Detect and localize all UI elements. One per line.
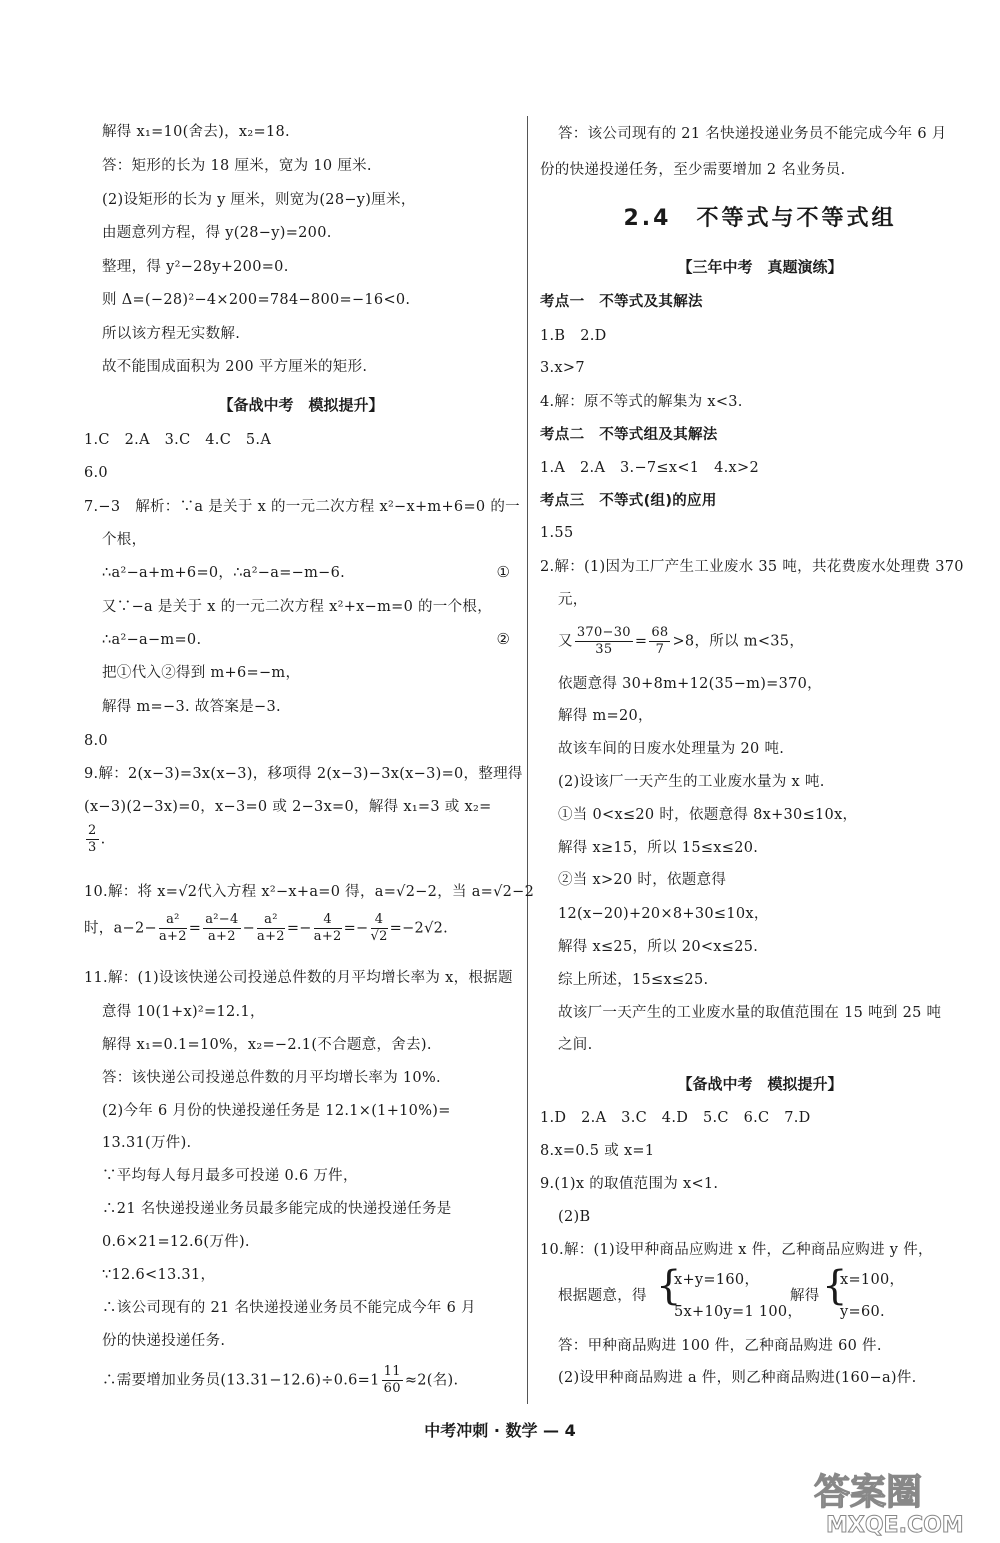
text-line: 答：该公司现有的 21 名快递投递业务员不能完成今年 6 月 (558, 126, 947, 142)
section-title: 2.4 不等式与不等式组 (623, 206, 897, 231)
answer-line: (2)设该厂一天产生的工业废水量为 x 吨. (558, 774, 825, 790)
answer-line: 1.B 2.D (540, 328, 607, 344)
system-brace: { (656, 1263, 682, 1309)
section-heading: 【备战中考 模拟提升】 (218, 396, 384, 414)
equation: x+y=160， (674, 1272, 760, 1288)
answer-line: 综上所述，15≤x≤25. (558, 972, 709, 988)
answer-line: 8.x=0.5 或 x=1 (540, 1143, 655, 1159)
svg-text:答案圈: 答案圈 (814, 1472, 923, 1513)
answer-line: (x−3)(2−3x)=0，x−3=0 或 2−3x=0，解得 x₁=3 或 x₂= (84, 799, 492, 815)
answer-line: 答：甲种商品购进 100 件，乙种商品购进 60 件. (558, 1338, 882, 1354)
answer-line: 又∵−a 是关于 x 的一元二次方程 x²+x−m=0 的一个根， (102, 599, 493, 615)
answer-line: ①当 0<x≤20 时，依题意得 8x+30≤10x， (558, 807, 858, 823)
answer-line: 13.31(万件). (102, 1135, 192, 1151)
answer-line: 3.x>7 (540, 360, 585, 376)
answer-line: ∵12.6<13.31， (102, 1267, 216, 1283)
answer-line: 依题意得 30+8m+12(35−m)=370， (558, 676, 822, 692)
answer-line: 解得 m=−3. 故答案是−3. (102, 699, 281, 715)
fraction: $\frac{2}{3}$ (88, 823, 97, 855)
text-line: 故不能围成面积为 200 平方厘米的矩形. (102, 359, 368, 375)
text-line: 份的快递投递任务，至少需要增加 2 名业务员. (540, 162, 846, 178)
text-line: 解得 x₁=10(舍去)，x₂=18. (102, 124, 290, 140)
section-heading: 【备战中考 模拟提升】 (677, 1075, 843, 1093)
answer-line: 11.解：(1)设该快递公司投递总件数的月平均增长率为 x，根据题 (84, 970, 513, 986)
svg-text:MXQE.COM: MXQE.COM (826, 1513, 964, 1538)
topic-heading: 考点一 不等式及其解法 (540, 294, 703, 310)
answer-line: 故该厂一天产生的工业废水量的取值范围在 15 吨到 25 吨 (558, 1005, 942, 1021)
answer-line: (2)今年 6 月份的快递投递任务是 12.1×(1+10%)= (102, 1103, 451, 1119)
answer-line: 解得 x≥15，所以 15≤x≤20. (558, 840, 759, 856)
text-line: 由题意列方程，得 y(28−y)=200. (102, 225, 332, 241)
text-line: 答：矩形的长为 18 厘米，宽为 10 厘米. (102, 158, 372, 174)
answer-line: 元， (558, 592, 588, 608)
equation-marker-1: ① (496, 563, 510, 581)
answer-line: 故该车间的日废水处理量为 20 吨. (558, 741, 785, 757)
text-line: 整理，得 y²−28y+200=0. (102, 259, 289, 275)
answer-line: 解得 x₁=0.1=10%，x₂=−2.1(不合题意，舍去). (102, 1037, 432, 1053)
answer-line: 解得 x≤25，所以 20<x≤25. (558, 939, 759, 955)
equation: 5x+10y=1 100， (674, 1304, 803, 1320)
column-divider (527, 116, 528, 1404)
page-footer: 中考冲刺 · 数学 — 4 (424, 1421, 576, 1440)
answer-line: ∴需要增加业务员(13.31−12.6)÷0.6=1 $\frac{11}{60}$ ≈2(名). (102, 1364, 459, 1396)
section-heading: 【三年中考 真题演练】 (677, 258, 843, 276)
system-brace: { (822, 1263, 848, 1309)
answer-line: 2.解：(1)因为工厂产生工业废水 35 吨，共花费废水处理费 370 (540, 559, 964, 575)
answer-line: 解得 m=20， (558, 708, 653, 724)
text-line: 所以该方程无实数解. (102, 326, 241, 342)
answer-line: 份的快递投递任务. (102, 1333, 226, 1349)
equation: x=100， (840, 1272, 905, 1288)
answer-line: 1.D 2.A 3.C 4.D 5.C 6.C 7.D (540, 1110, 811, 1126)
answer-line: 9.解：2(x−3)=3x(x−3)，移项得 2(x−3)−3x(x−3)=0，整理得 (84, 766, 523, 782)
answer-line: 1.55 (540, 525, 574, 541)
answer-line: ∴a²−a+m+6=0，∴a²−a=−m−6. (102, 565, 346, 581)
answer-line: 9.(1)x 的取值范围为 x<1. (540, 1176, 719, 1192)
answer-line: 时，a−2− $\frac{\text{a²}}{a+2}$ = $\frac{\text{a²−4}}{a+2}$ − $\frac{\text{a²}}{a+2}$ =− $\frac{4}{a+2}$ =− $\frac{4}{√2}$ =−2√2. (84, 912, 449, 944)
equation-marker-2: ② (496, 630, 510, 648)
answer-line: (2)B (558, 1209, 591, 1225)
answer-line: ②当 x>20 时，依题意得 (558, 872, 727, 888)
answer-line: 把①代入②得到 m+6=−m， (102, 665, 301, 681)
text-line: (2)设矩形的长为 y 厘米，则宽为(28−y)厘米， (102, 192, 416, 208)
answer-line: 解得 (790, 1288, 820, 1304)
answer-line: ∵平均每人每月最多可投递 0.6 万件， (102, 1168, 358, 1184)
watermark-logo (808, 1468, 988, 1538)
answer-line: 答：该快递公司投递总件数的月平均增长率为 10%. (102, 1070, 441, 1086)
answer-line: ∴a²−a−m=0. (102, 632, 202, 648)
answer-line: 意得 10(1+x)²=12.1， (102, 1004, 265, 1020)
topic-heading: 考点三 不等式(组)的应用 (540, 493, 717, 509)
answer-line: 根据题意，得 (558, 1288, 647, 1304)
answer-line: 8.0 (84, 733, 108, 749)
answer-line: 个根， (102, 532, 147, 548)
answer-line: 10.解：将 x=√2代入方程 x²−x+a=0 得，a=√2−2，当 a=√2−2 (84, 884, 535, 900)
answer-line: 之间. (558, 1037, 593, 1053)
answer-line: 4.解：原不等式的解集为 x<3. (540, 394, 743, 410)
answer-line: 6.0 (84, 465, 108, 481)
answer-line: 7.−3 解析：∵a 是关于 x 的一元二次方程 x²−x+m+6=0 的一 (84, 499, 520, 515)
answer-line: $\frac{2}{3}$ . (88, 823, 106, 855)
answer-line: ∴21 名快递投递业务员最多能完成的快递投递任务是 (102, 1201, 452, 1217)
answer-line: 0.6×21=12.6(万件). (102, 1234, 250, 1250)
answer-line: 10.解：(1)设甲种商品应购进 x 件，乙种商品应购进 y 件， (540, 1242, 933, 1258)
topic-heading: 考点二 不等式组及其解法 (540, 427, 718, 443)
answer-line: 12(x−20)+20×8+30≤10x， (558, 906, 769, 922)
answer-line: 1.C 2.A 3.C 4.C 5.A (84, 432, 272, 448)
answer-line: ∴该公司现有的 21 名快递投递业务员不能完成今年 6 月 (102, 1300, 476, 1316)
text-line: 则 Δ=(−28)²−4×200=784−800=−16<0. (102, 292, 411, 308)
answer-line: 又 $\frac{370-30}{35}$ = $\frac{68}{7}$ >8，所以 m<35， (558, 625, 805, 657)
equation: y=60. (840, 1304, 885, 1320)
answer-line: (2)设甲种商品购进 a 件，则乙种商品购进(160−a)件. (558, 1370, 917, 1386)
answer-line: 1.A 2.A 3.−7≤x<1 4.x>2 (540, 460, 760, 476)
